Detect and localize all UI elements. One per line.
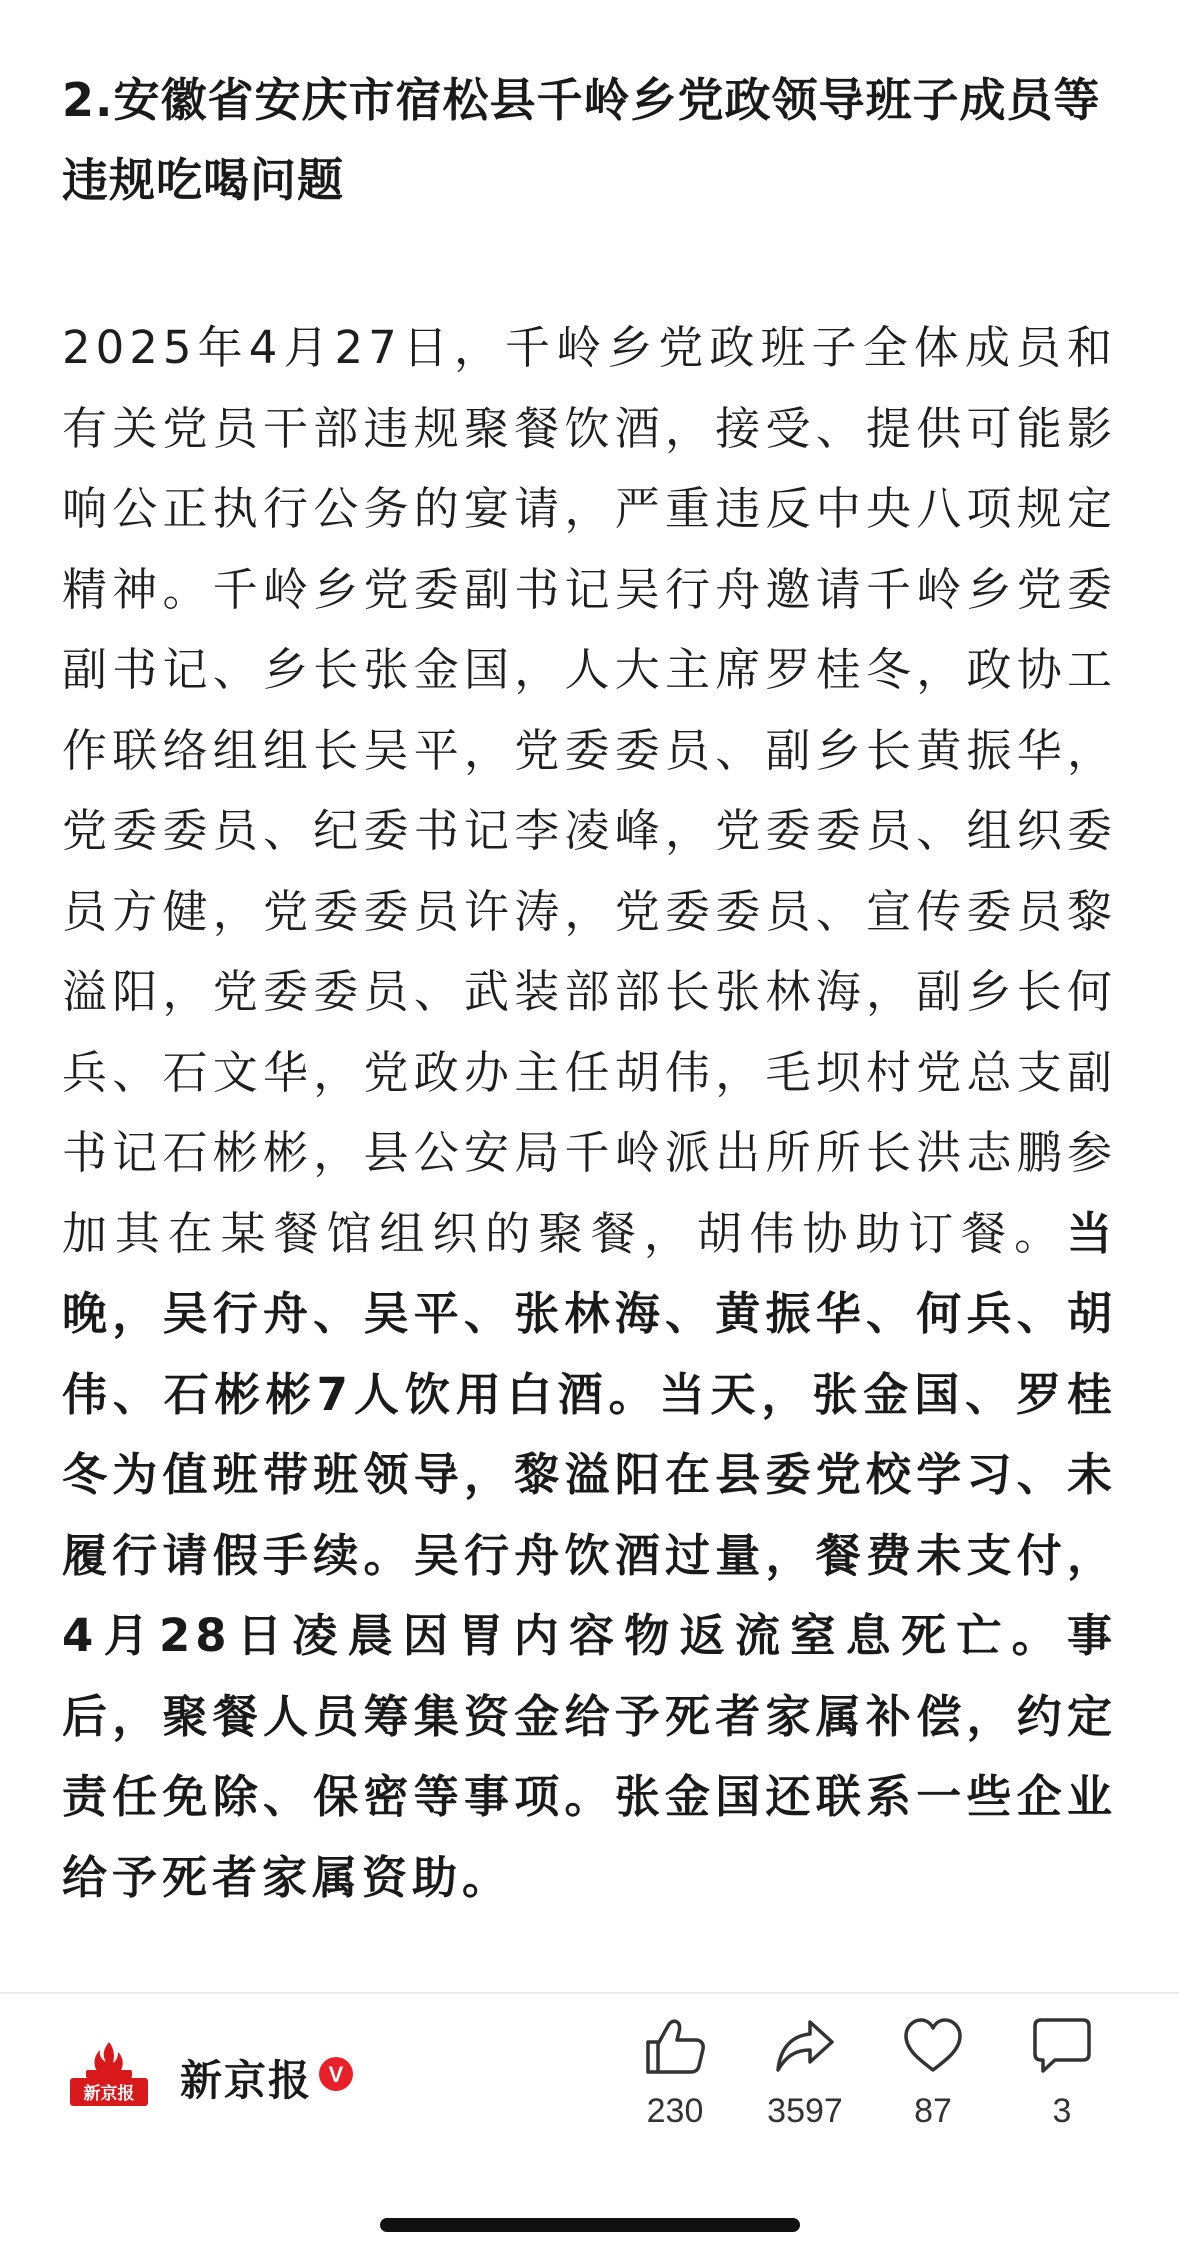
logo-text: 新京报 [83,2084,135,2104]
favorite-count: 87 [914,2092,952,2130]
share-button[interactable] [750,2016,860,2131]
source-name[interactable]: 新京报 [180,2056,313,2105]
article-body [62,308,1117,1918]
article-body-regular: 2025年4月27日，千岭乡党政班子全体成员和有关党员干部违规聚餐饮酒，接受、提供可能影响公正执行公务的宴请，严重违反中央八项规定精神。千岭乡党委副书记吴行舟邀请千岭乡党委副书记、乡长张金国，人大主席罗桂冬，政协工作联络组组长吴平，党委委员、副乡长黄振华，党委委员、纪委书记李凌峰，党委委员、组织委员方健，党委委员许涛，党委委员、宣传委员黎溢阳，党委委员、武装部部长张林海，副乡长何兵、石文华，党政办主任胡伟，毛坝村党总支副书记石彬彬，县公安局千岭派出所所长洪志鹏参加其在某餐馆组织的聚餐，胡伟协助订餐。 [62,321,1117,1260]
flame-icon [95,2042,123,2072]
like-count: 230 [646,2092,704,2130]
article-body-bold: 当晚，吴行舟、吴平、张林海、黄振华、何兵、胡伟、石彬彬7人饮用白酒。当天，张金国、罗桂冬为值班带班领导，黎溢阳在县委党校学习、未履行请假手续。吴行舟饮酒过量，餐费未支付，4月28日凌晨因胃内容物返流窒息死亡。事后，聚餐人员筹集资金给予死者家属补偿，约定责任免除、保密等事项。张金国还联系一些企业给予死者家属资助。 [62,1206,1117,1904]
comment-button[interactable] [1007,2016,1117,2131]
verified-badge-text: V [328,2062,344,2087]
heart-icon [902,2016,964,2076]
source-logo[interactable] [68,2038,150,2108]
share-count: 3597 [767,2092,843,2130]
favorite-button[interactable] [878,2016,988,2131]
comment-bubble-icon [1031,2016,1093,2076]
article-title: 2.安徽省安庆市宿松县千岭乡党政领导班子成员等违规吃喝问题 [62,73,1101,207]
logo-stand-top [86,2070,132,2078]
home-indicator[interactable] [380,2218,800,2232]
comment-count: 3 [1052,2092,1072,2130]
verified-badge-icon [318,2056,354,2092]
like-button[interactable] [620,2016,730,2131]
share-arrow-icon [774,2016,836,2076]
thumbs-up-icon [644,2016,706,2076]
